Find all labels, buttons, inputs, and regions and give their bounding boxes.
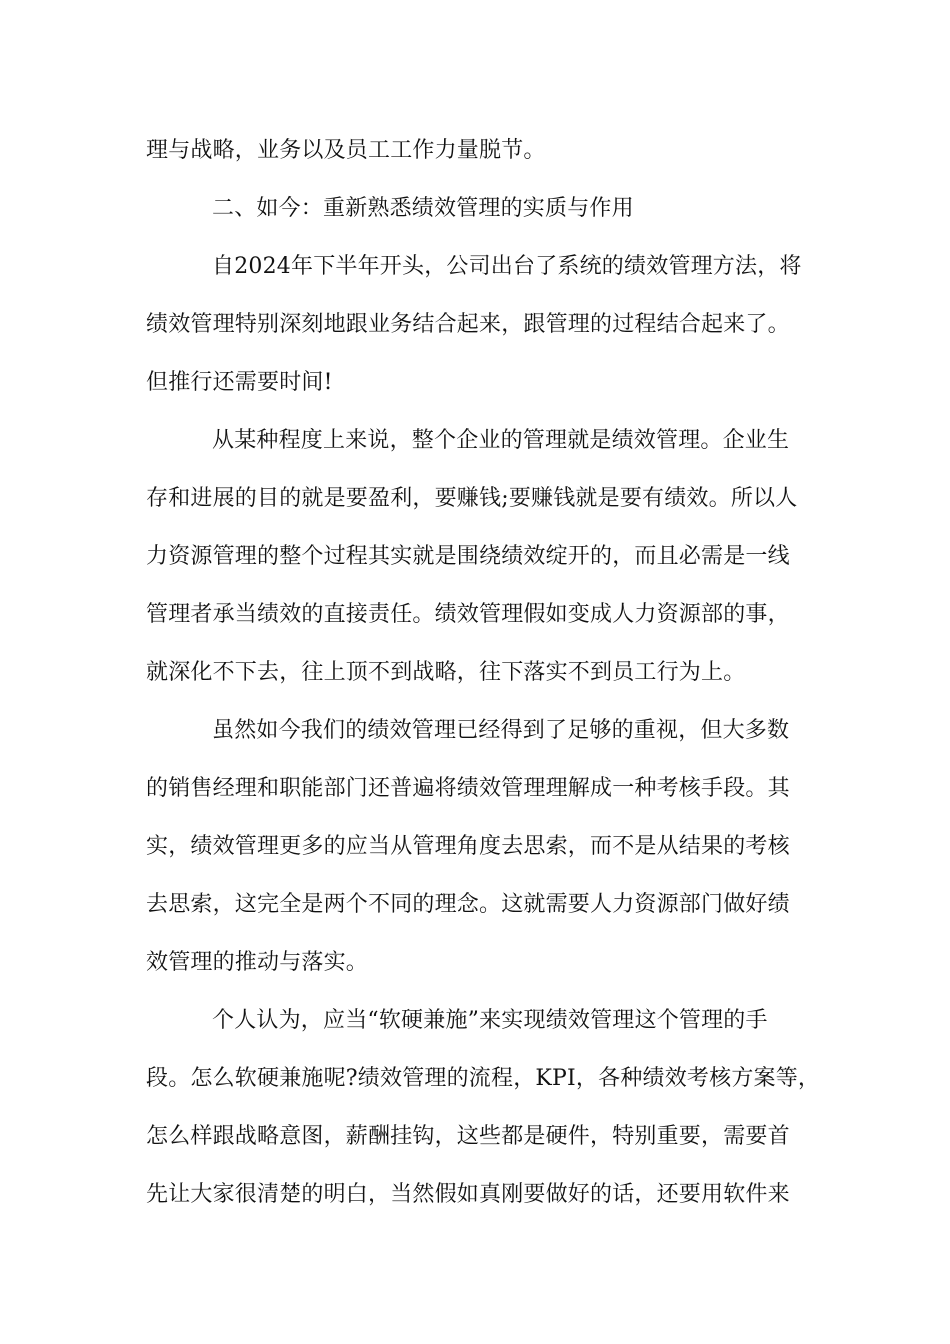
paragraph-line: 怎么样跟战略意图，薪酬挂钩，这些都是硬件，特别重要，需要首 [146, 1124, 790, 1149]
section-heading: 二、如今：重新熟悉绩效管理的实质与作用 [212, 196, 634, 221]
paragraph-line: 效管理的推动与落实。 [146, 950, 369, 975]
paragraph-line: 绩效管理特别深刻地跟业务结合起来，跟管理的过程结合起来了。 [146, 312, 790, 337]
paragraph-line: 力资源管理的整个过程其实就是围绕绩效绽开的，而且必需是一线 [146, 544, 790, 569]
paragraph-line: 去思索，这完全是两个不同的理念。这就需要人力资源部门做好绩 [146, 892, 790, 917]
paragraph-line: 个人认为，应当“软硬兼施”来实现绩效管理这个管理的手 [212, 1008, 768, 1033]
paragraph-line: 就深化不下去，往上顶不到战略，往下落实不到员工行为上。 [146, 660, 746, 685]
paragraph-line: 但推行还需要时间! [146, 370, 333, 395]
paragraph-line: 存和进展的目的就是要盈利，要赚钱;要赚钱就是要有绩效。所以人 [146, 486, 798, 511]
paragraph-line: 实，绩效管理更多的应当从管理角度去思索，而不是从结果的考核 [146, 834, 790, 859]
paragraph-line: 虽然如今我们的绩效管理已经得到了足够的重视，但大多数 [212, 718, 790, 743]
paragraph-line: 段。怎么软硬兼施呢?绩效管理的流程，KPI，各种绩效考核方案等， [146, 1066, 821, 1091]
paragraph-line: 理与战略，业务以及员工工作力量脱节。 [146, 138, 546, 163]
paragraph-line: 从某种程度上来说，整个企业的管理就是绩效管理。企业生 [212, 428, 790, 453]
paragraph-line: 自2024年下半年开头，公司出台了系统的绩效管理方法，将 [212, 254, 802, 279]
paragraph-line: 管理者承当绩效的直接责任。绩效管理假如变成人力资源部的事， [146, 602, 790, 627]
paragraph-line: 先让大家很清楚的明白，当然假如真刚要做好的话，还要用软件来 [146, 1182, 790, 1207]
paragraph-line: 的销售经理和职能部门还普遍将绩效管理理解成一种考核手段。其 [146, 776, 790, 801]
